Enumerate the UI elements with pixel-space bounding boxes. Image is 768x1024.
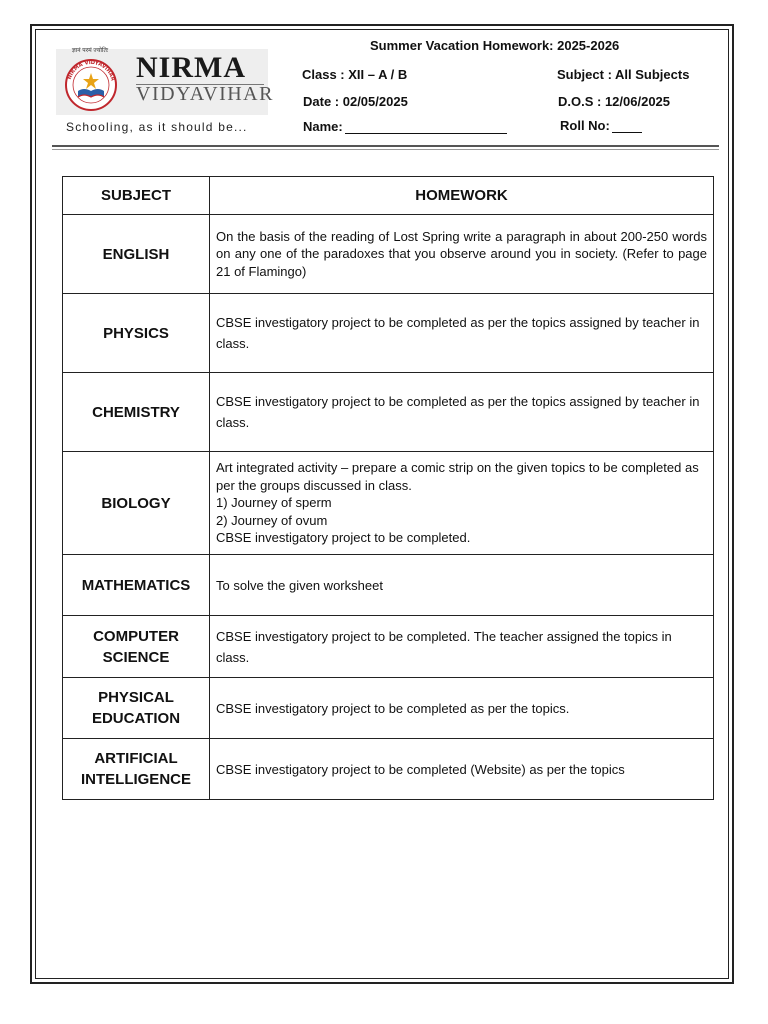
subject-line: SCIENCE [102, 648, 170, 666]
homework-cell: CBSE investigatory project to be completed as per the topics. [210, 678, 714, 739]
subject-line: INTELLIGENCE [80, 771, 191, 788]
subject-cell: ENGLISH [63, 215, 210, 294]
subject-cell: BIOLOGY [63, 452, 210, 555]
table-row [63, 555, 714, 616]
subject-line: ARTIFICIAL [94, 750, 178, 767]
subject-cell: MATHEMATICS [63, 555, 210, 616]
homework-cell: CBSE investigatory project to be completed as per the topics assigned by teacher in class. [210, 294, 714, 373]
school-emblem-icon [60, 53, 122, 113]
homework-table [62, 176, 714, 800]
name-field [303, 119, 507, 134]
date-label: Date : 02/05/2025 [303, 94, 408, 109]
subject-line: PHYSICAL [98, 689, 174, 706]
homework-cell: CBSE investigatory project to be completed (Website) as per the topics [210, 739, 714, 800]
homework-cell: CBSE investigatory project to be completed. The teacher assigned the topics in class. [210, 616, 714, 678]
emblem-ring-text: NIRMA VIDYAVIHAR [66, 59, 116, 82]
table-row [63, 452, 714, 555]
subject-label: Subject : All Subjects [557, 67, 690, 82]
subject-line: COMPUTER [93, 627, 179, 645]
roll-label: Roll No: [560, 118, 610, 133]
document-title: Summer Vacation Homework: 2025-2026 [370, 38, 620, 53]
homework-cell: CBSE investigatory project to be completed as per the topics assigned by teacher in class. [210, 373, 714, 452]
subject-cell: CHEMISTRY [63, 373, 210, 452]
homework-cell [210, 452, 714, 555]
homework-line: Art integrated activity – prepare a comic strip on the given topics to be completed as per the groups discussed in class. [216, 460, 699, 493]
subject-cell [63, 678, 210, 739]
school-logo [56, 48, 274, 115]
table-row [63, 373, 714, 452]
name-label: Name: [303, 119, 343, 134]
subject-cell [63, 616, 210, 678]
subject-column-header: SUBJECT [63, 177, 210, 215]
homework-column-header: HOMEWORK [210, 177, 714, 215]
homework-line: CBSE investigatory project to be completed. [216, 530, 471, 546]
subject-line: EDUCATION [91, 710, 181, 727]
table-row [63, 215, 714, 294]
header-divider [52, 145, 719, 147]
homework-cell: On the basis of the reading of Lost Spring write a paragraph in about 200-250 words on any one of the paradoxes that you observe around you in society. (Refer to page 21 of Flamingo) [210, 215, 714, 294]
table-row [63, 616, 714, 678]
subject-cell [63, 739, 210, 800]
emblem-motto: ज्ञानं परमं ज्योतिः [71, 48, 109, 54]
table-row [63, 294, 714, 373]
class-label: Class : XII – A / B [302, 67, 408, 82]
name-blank [345, 121, 507, 134]
homework-line: 2) Journey of ovum [216, 512, 328, 528]
brand-name: NIRMA [136, 51, 246, 84]
subject-cell: PHYSICS [63, 294, 210, 373]
header-divider-thin [52, 149, 719, 150]
brand-subtitle: VIDYAVIHAR [136, 83, 274, 105]
table-row [63, 739, 714, 800]
roll-blank [612, 120, 642, 133]
school-tagline: Schooling, as it should be... [66, 120, 248, 134]
homework-cell: To solve the given worksheet [210, 555, 714, 616]
dos-label: D.O.S : 12/06/2025 [558, 94, 671, 109]
table-row [63, 678, 714, 739]
table-header-row [63, 177, 714, 215]
roll-field [560, 118, 642, 133]
homework-line: 1) Journey of sperm [216, 495, 332, 511]
